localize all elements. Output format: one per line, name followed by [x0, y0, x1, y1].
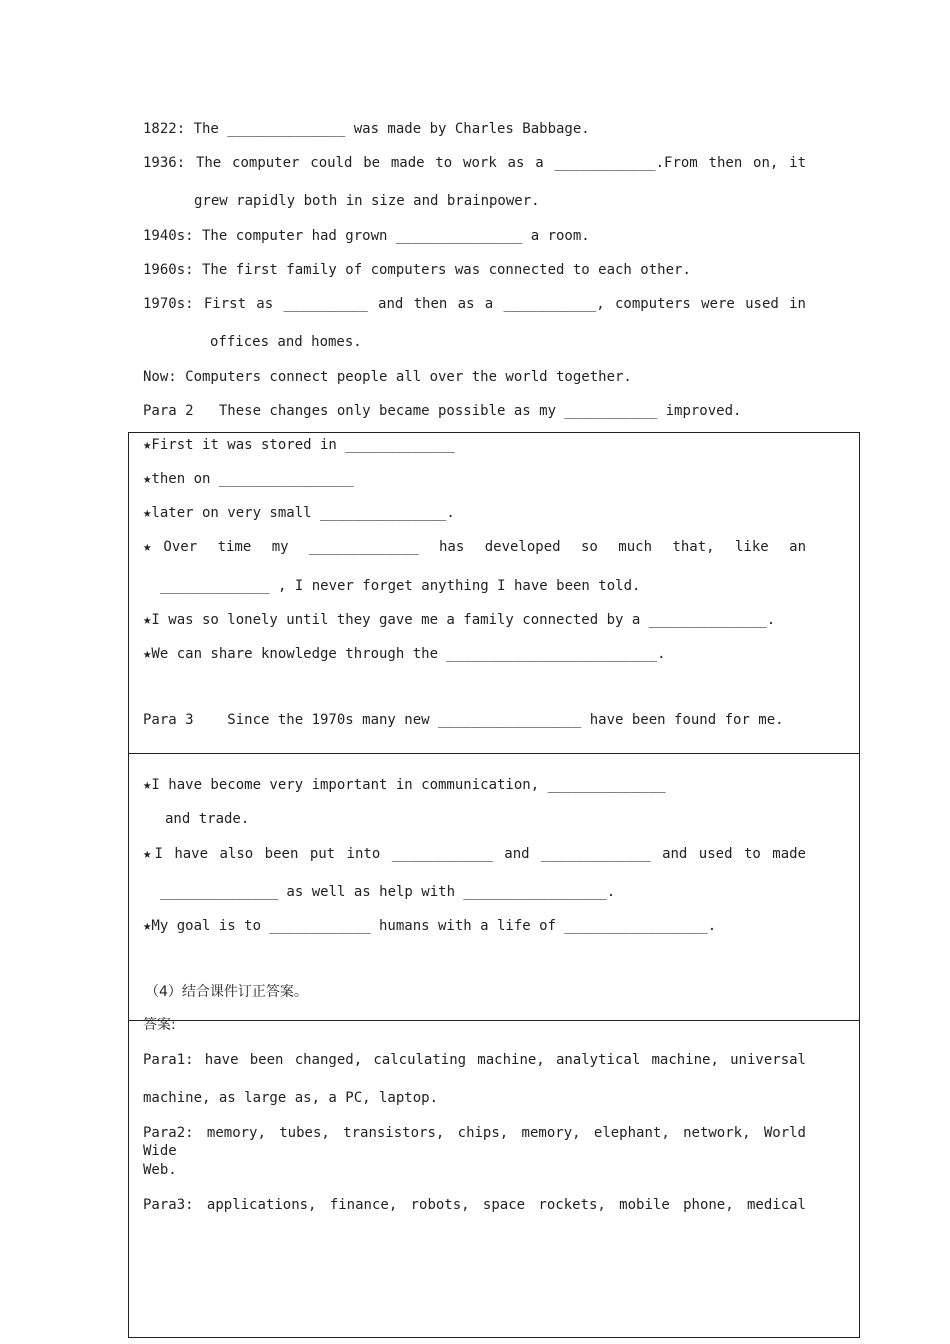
para2-item-memory-cont: _____________ , I never forget anything I have been told. [160, 578, 641, 594]
timeline-1970s: 1970s: First as __________ and then as a ___________, computers were used in [143, 296, 806, 312]
answers-para2: Para2: memory, tubes, transistors, chips, memory, elephant, network, World Wide [143, 1125, 806, 1159]
para3-item-goal: ★My goal is to ____________ humans with a life of _________________. [143, 918, 717, 934]
timeline-1970s-cont: offices and homes. [210, 334, 362, 350]
timeline-1936-cont: grew rapidly both in size and brainpower. [194, 193, 540, 209]
para3-heading: Para 3 Since the 1970s many new _________________ have been found for me. [143, 712, 784, 728]
para3-item-communication-cont: and trade. [165, 811, 250, 827]
answers-para3: Para3: applications, finance, robots, space rockets, mobile phone, medical [143, 1197, 806, 1213]
para2-item-storage: ★First it was stored in _____________ [143, 437, 455, 453]
step-4-instruction: （4）结合课件订正答案。 [145, 984, 308, 1000]
para2-item-web: ★We can share knowledge through the _________________________. [143, 646, 666, 662]
answers-para1-cont: machine, as large as, a PC, laptop. [143, 1090, 439, 1106]
para3-item-robots: ★I have also been put into ____________ and _____________ and used to made [143, 846, 806, 862]
timeline-1960s: 1960s: The first family of computers was connected to each other. [143, 262, 691, 278]
para2-item-memory: ★Over time my _____________ has developed so much that, like an [143, 539, 806, 555]
timeline-1940s: 1940s: The computer had grown _______________ a room. [143, 228, 590, 244]
answers-para1: Para1: have been changed, calculating machine, analytical machine, universal [143, 1052, 806, 1068]
timeline-1936: 1936: The computer could be made to work as a ____________.From then on, it [143, 155, 806, 171]
timeline-now: Now: Computers connect people all over the world together. [143, 369, 632, 385]
answers-para2-cont: Web. [143, 1162, 177, 1178]
timeline-1822: 1822: The ______________ was made by Charles Babbage. [143, 121, 590, 137]
para3-item-robots-cont: ______________ as well as help with _________________. [160, 884, 616, 900]
para2-item-later: ★later on very small _______________. [143, 505, 455, 521]
para2-item-network: ★I was so lonely until they gave me a family connected by a ______________. [143, 612, 776, 628]
para2-heading: Para 2 These changes only became possible as my ___________ improved. [143, 403, 742, 419]
answers-label: 答案: [143, 1017, 176, 1033]
para2-item-then: ★then on ________________ [143, 471, 354, 487]
para3-item-communication: ★I have become very important in communication, ______________ [143, 777, 666, 793]
